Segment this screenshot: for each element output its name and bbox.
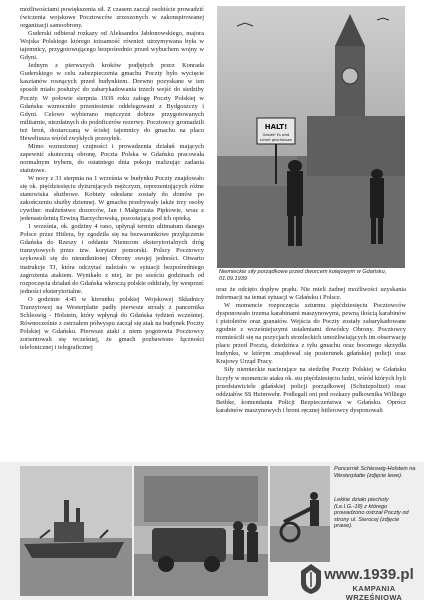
article-left-column — [20, 6, 204, 454]
soldiers-illustration — [134, 466, 268, 596]
caption-battleship: Pancernik Schleswig-Holstein na Westerplatte (zdjęcie lewe). — [334, 466, 416, 479]
paragraph: Mimo wzmożonej czujności i prowadzenia działań mających zapewnić skuteczną obronę, Poczta Polska w Gdańsku pracowała normalnym trybem, do ostatniego dnia pokoju realizując zadania statutowe. — [20, 142, 204, 174]
logo-subtitle: KAMPANIA WRZEŚNIOWA — [345, 584, 403, 602]
photo-soldiers-car — [134, 466, 268, 596]
paragraph: W momencie rozpoczęcia szturmu pięćdziesięciu Pocztowców dysponowało trzema karabinami maszynowymi, pewną ilością karabinów i pistoletów oraz granatów. Wejścia do Poczty zostały zabarykadowane zgodnie z wcześniejszymi ustaleniami dowódcy Obrony. Pocztowcy rozmieścili się na pozycjach strzeleckich umożliwiających im obserwację placu przed Pocztą, dziedzińca z tyłu gmachu oraz bocznego skrzydła budynku, w którym znajdował się posterunek gdańskiej policji oraz Krajowy Urząd Pracy. — [216, 302, 406, 366]
photo-battleship — [20, 466, 132, 596]
paragraph: Siły niemieckie nacierające na siedzibę Poczty Polskiej w Gdańsku liczyły w momencie ataku ok. stu pięćdziesięciu ludzi, wśród których byli przedstawiciele gdańskiej policji porządkowej (Schutzpolizei) oraz oddziałów SS Heimwehr. Podlegali oni pod rozkazy pułkownika Williego Bethke, komendanta Policji Bezpieczeństwa w Gdańsku. Oprócz karabinów maszynowych i broni ręcznej hitlerowcy dysponowali — [216, 366, 406, 414]
battleship-illustration — [20, 466, 132, 596]
paragraph: oraz że odcięto dopływ prądu. Nie mieli żadnej możliwości uzyskania informacji na temat sytuacji w Gdańsku i Polsce. — [216, 286, 406, 302]
svg-text:scharf geschossen: scharf geschossen — [259, 138, 293, 142]
station-photo-illustration — [217, 6, 405, 268]
paragraph: 1 września, ok. godziny 4 rano, upłynął termin ultimatum danego Polsce przez Hitlera, by zgodziła się na bezwarunkowe przyłączenie Gdańska do Rzeszy i oddanie Niemcom eksterytorialnych dróg tranzytowych przez tzw. korytarz pomorski. Polscy Pocztowcy szykowali się do nieuniknionej Obrony swojej jedności. Otwarto instrukcje TJ, która odczytać należało w sytuacji bezpośredniego zagrożenia atakiem. Wynikało z niej, że po sześciu godzinach od rozpoczęcia działań do Gdańska wkroczą polskie oddziały, by wesprzeć jedności eksterytorialne. — [20, 223, 204, 295]
paragraph: Guderski odbierał rozkazy od Aleksandra Jabłonowskiego, majora Wojska Polskiego którego tożsamość również utrzymywana była w tajemnicy, przygotowującego bezpośrednio przed wybuchem wojny w Gdyni. — [20, 30, 204, 62]
caption-station-photo: Niemieckie siły porządkowe przed dworcem kolejowym w Gdańsku, 01.09.1939 — [219, 269, 387, 282]
photo-infantry-gun — [270, 466, 330, 562]
paragraph: Jednym z pierwszych kroków podjętych przez Konrada Guderskiego w celu zabezpieczenia gmachu Poczty było wycięcie kasztanów rosnących przed budynkiem. Drewno pozyskane w ten sposób miało posłużyć do zabarykadowania trzech wejść do siedziby Poczty. W połowie sierpnia 1939 roku załogę Poczty Polskiej w Gdańsku wzmocniło przeniesienie oddelegowani z Bydgoszczy i Gdyni. Celowo wybierano mężczyzn dobrze przygotowanych militarnie, niezdatnych do podoficerów rezerwy. Pocztowcy gromadzili też broń, dostarczaną w ścisłej tajemnicy do gmachu na placu Heweliusza wśród zwykłych przesyłek. — [20, 62, 204, 142]
svg-text:Gebiet! Es wird: Gebiet! Es wird — [262, 133, 290, 137]
svg-text:HALT!: HALT! — [264, 123, 288, 131]
site-url-logo[interactable]: www.1939.pl — [324, 566, 414, 583]
paragraph: O godzinie 4:45 w kierunku polskiej Wojskowej Składnicy Tranzytowej na Westerplatte padły pierwsze strzały z pancernika Schleswig - Holstein, który wpłynął do Gdańska tydzień wcześniej. Równocześnie z ostrzałem półwyspu zaczął się atak na budynek Poczty Polskiej w Gdańsku. Pierwsze ataki z niem pogotowia Pocztowcy zorientowali się wcześniej, że gmach pozbawiono łączności telefonicznej i telegraficznej — [20, 295, 204, 351]
paragraph: możliwościami powiększenia sił. Z czasem zaczął osobiście prowadzić ćwiczenia wojskowe Pocztowców zrzeszonych w zakonspirowanej organizacji samoobrony. — [20, 6, 204, 30]
caption-infantry-gun: Lekkie działo piechoty (Le.I.G.-18) z którego prowadzono ostrzał Poczty od strony ul. Sierocej (zdjęcie prawe). — [334, 497, 409, 530]
paragraph: W nocy z 31 sierpnia na 1 września w budynku Poczty znajdowało się ok. pięćdziesięciu dyżurujących mężczyzn, reprezentujących różne stanowiska służbowe. Kobiety odesłane zostały do domów po zakończeniu służby dziennej. W gmachu przebywały także trzy osoby cywilne: małżeństwo dozorców, Jan i Małgorzata Pipkowie, wraz z jedenastoletnią Erwiną Barzychowską, pozostającą pod ich opieką. — [20, 174, 204, 223]
gun-illustration — [270, 466, 330, 562]
article-right-column — [216, 286, 406, 454]
photo-station-guards — [217, 6, 405, 268]
